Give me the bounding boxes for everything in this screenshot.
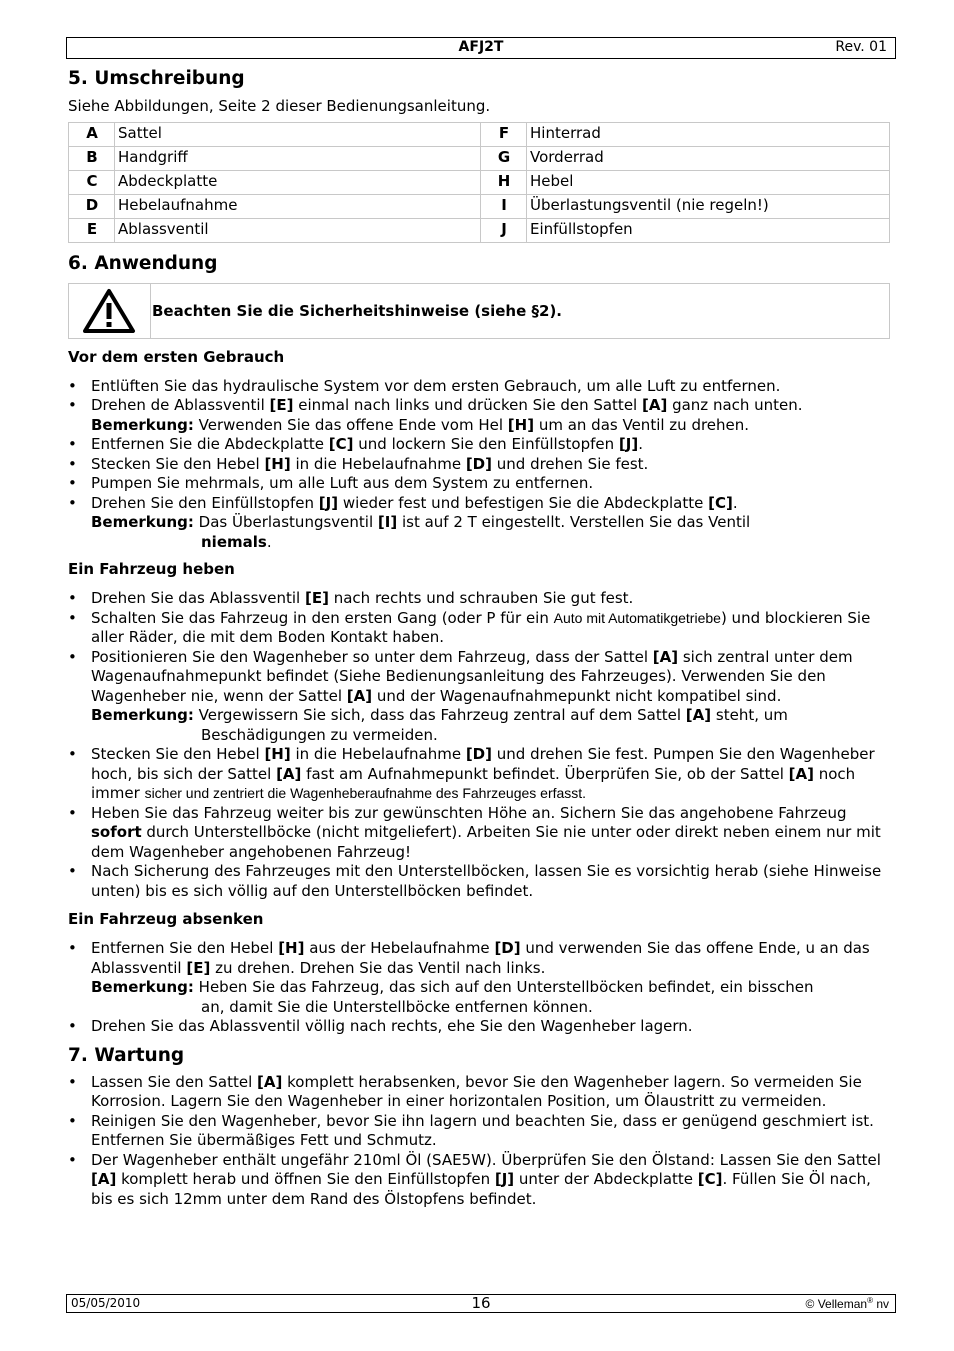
list-item: • Reinigen Sie den Wagenheber, bevor Sie ihn lagern und beachten Sie, dass er genügend geschmiert ist. Entfernen Sie übermäßiges Fett und Schmutz.	[68, 1111, 874, 1149]
list-item: • Pumpen Sie mehrmals, um alle Luft aus dem System zu entfernen.	[68, 474, 594, 492]
part-key: B	[69, 146, 115, 170]
list-item: • Der Wagenheber enthält ungefähr 210ml Öl (SAE5W). Überprüfen Sie den Ölstand: Lassen Sie den Sattel [A] komplett herab und öffnen Sie den Einfüllstopfen [J] unter der Abdeckplatte [C]. Füllen Sie Öl nach, bis es sich 12mm unter dem Rand des Ölstopfens befindet.	[68, 1150, 881, 1208]
subheading-first-use: Vor dem ersten Gebrauch	[68, 347, 285, 366]
list-item: • Nach Sicherung des Fahrzeuges mit den Unterstellböcken, lassen Sie es vorsichtig herab (siehe Hinweise unten) bis es sich völlig auf den Unterstellböcken befindet.	[68, 862, 882, 900]
part-key: F	[481, 122, 527, 146]
footer-copyright: © Velleman® nv	[805, 1296, 889, 1311]
section-7-title: 7. Wartung	[68, 1044, 185, 1066]
list-item: • Stecken Sie den Hebel [H] in die Hebelaufnahme [D] und drehen Sie fest.	[68, 454, 649, 473]
warning-icon-cell	[69, 284, 151, 338]
part-key: E	[69, 218, 115, 242]
part-name: Handgriff	[115, 146, 481, 170]
first-use-list	[68, 377, 890, 553]
lower-vehicle-list	[68, 939, 890, 1037]
part-key: J	[481, 218, 527, 242]
part-name: Einfüllstopfen	[527, 218, 890, 242]
list-item: • Entlüften Sie das hydraulische System vor dem ersten Gebrauch, um alle Luft zu entfernen.	[68, 376, 781, 395]
footer-date: 05/05/2010	[71, 1296, 141, 1310]
page-number: 16	[471, 1294, 491, 1312]
warning-triangle-icon	[82, 288, 136, 334]
part-name: Ablassventil	[115, 218, 481, 242]
part-name: Sattel	[115, 122, 481, 146]
maintenance-list	[68, 1073, 890, 1210]
part-name: Hebelaufnahme	[115, 194, 481, 218]
section-6-title: 6. Anwendung	[68, 252, 218, 274]
part-name: Hebel	[527, 170, 890, 194]
subheading-lift-vehicle: Ein Fahrzeug heben	[68, 560, 235, 578]
list-item: • Lassen Sie den Sattel [A] komplett herabsenken, bevor Sie den Wagenheber lagern. So vermeiden Sie Korrosion. Lagern Sie den Wagenheber in einer horizontalen Position, um Ölaustritt zu vermeiden.	[68, 1072, 862, 1110]
page-header	[66, 37, 896, 59]
list-item: • Entfernen Sie den Hebel [H] aus der Hebelaufnahme [D] und verwenden Sie das offene Ende, u an das Ablassventil [E] zu drehen. Drehen Sie das Ventil nach links. Bemerkung: Heben Sie das Fahrzeug, das sich auf den Unterstellböcken befindet, ein bisschen an, damit Sie die Unterstellböcke entfernen können.	[68, 939, 870, 1016]
part-key: H	[481, 170, 527, 194]
part-name: Abdeckplatte	[115, 170, 481, 194]
table-row	[69, 218, 890, 242]
safety-warning-box	[68, 283, 890, 339]
list-item: • Drehen de Ablassventil [E] einmal nach links und drücken Sie den Sattel [A] ganz nach unten. Bemerkung: Verwenden Sie das offene Ende vom Hel [H] um an das Ventil zu drehen.	[68, 396, 803, 434]
subheading-lower-vehicle: Ein Fahrzeug absenken	[68, 910, 264, 928]
part-name: Hinterrad	[527, 122, 890, 146]
safety-warning-text: Beachten Sie die Sicherheitshinweise (siehe §2).	[152, 301, 562, 320]
part-name: Vorderrad	[527, 146, 890, 170]
page-footer	[66, 1294, 896, 1313]
table-row	[69, 170, 890, 194]
list-item: • Schalten Sie das Fahrzeug in den ersten Gang (oder P für ein Auto mit Automatikgetriebe) und blockieren Sie aller Räder, die mit dem Boden Kontakt haben.	[68, 608, 871, 646]
list-item: • Positionieren Sie den Wagenheber so unter dem Fahrzeug, dass der Sattel [A] sich zentral unter dem Wagenaufnahmepunkt befindet (Siehe Bedienungsanleitung des Fahrzeuges). Verwenden Sie den Wagenheber nie, wenn der Sattel [A] und der Wagenaufnahmepunkt nicht kompatibel sind. Bemerkung: Vergewissern Sie sich, dass das Fahrzeug zentral auf dem Sattel [A] steht, um Beschädigungen zu vermeiden.	[68, 647, 853, 744]
list-item: • Drehen Sie den Einfüllstopfen [J] wieder fest und befestigen Sie die Abdeckplatte [C]. Bemerkung: Das Überlastungsventil [I] ist auf 2 T eingestellt. Verstellen Sie das Ventil niemals.	[68, 493, 751, 551]
revision: Rev. 01	[835, 39, 887, 55]
part-key: G	[481, 146, 527, 170]
list-item: • Entfernen Sie die Abdeckplatte [C] und lockern Sie den Einfüllstopfen [J].	[68, 435, 643, 453]
parts-table	[68, 122, 890, 243]
lift-vehicle-list	[68, 589, 890, 901]
part-key: D	[69, 194, 115, 218]
section-5-title: 5. Umschreibung	[68, 68, 245, 89]
table-row	[69, 194, 890, 218]
page-content	[68, 66, 890, 1209]
list-item: • Drehen Sie das Ablassventil völlig nach rechts, ehe Sie den Wagenheber lagern.	[68, 1017, 693, 1035]
section-5-intro: Siehe Abbildungen, Seite 2 dieser Bedienungsanleitung.	[68, 97, 491, 115]
table-row	[69, 122, 890, 146]
model-code: AFJ2T	[458, 39, 504, 55]
part-key: C	[69, 170, 115, 194]
table-row	[69, 146, 890, 170]
list-item: • Heben Sie das Fahrzeug weiter bis zur gewünschten Höhe an. Sichern Sie das angehobene Fahrzeug sofort durch Unterstellböcke (nicht mitgeliefert). Arbeiten Sie nie unter oder direkt neben einem nur mit dem Wagenheber angehobenen Fahrzeug!	[68, 803, 881, 861]
list-item: • Stecken Sie den Hebel [H] in die Hebelaufnahme [D] und drehen Sie fest. Pumpen Sie den Wagenheber hoch, bis sich der Sattel [A] fast am Aufnahmepunkt befindet. Überprüfen Sie, ob der Sattel [A] noch immer sicher und zentriert die Wagenheberaufnahme des Fahrzeuges erfasst.	[68, 745, 875, 802]
part-name: Überlastungsventil (nie regeln!)	[527, 194, 890, 218]
part-key: A	[69, 122, 115, 146]
part-key: I	[481, 194, 527, 218]
list-item: • Drehen Sie das Ablassventil [E] nach rechts und schrauben Sie gut fest.	[68, 589, 634, 607]
